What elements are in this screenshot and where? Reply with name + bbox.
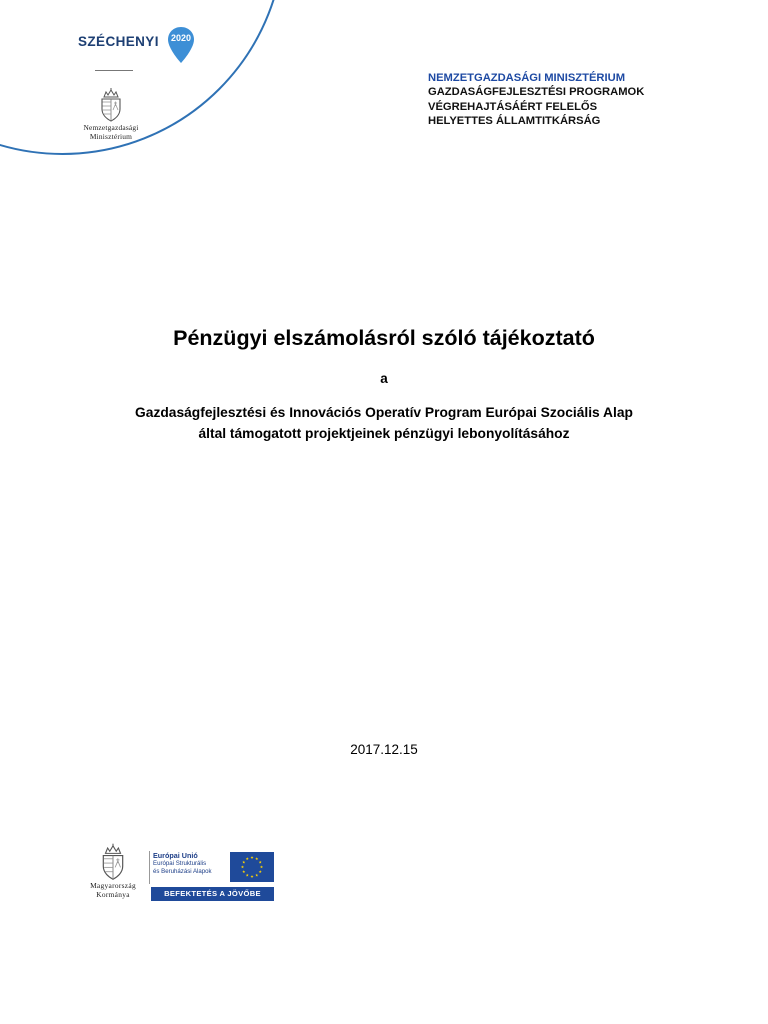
eu-funds-logo — [149, 849, 274, 902]
header-department-line1: GAZDASÁGFEJLESZTÉSI PROGRAMOK — [428, 86, 645, 99]
eu-logo-title: Európai Unió — [153, 851, 198, 860]
hungarian-crest-icon — [99, 843, 127, 881]
government-logo — [78, 843, 148, 899]
document-date: 2017.12.15 — [350, 742, 418, 757]
szechenyi-logo-name: SZÉCHENYI — [78, 34, 159, 49]
hungarian-crest-icon — [98, 88, 124, 122]
subtitle-line1: Gazdaságfejlesztési és Innovációs Operatív Program Európai Szociális Alap — [135, 405, 633, 420]
ministry-logo-line2: Minisztérium — [89, 132, 133, 141]
eu-flag-icon — [230, 852, 274, 882]
document-subtitle — [0, 402, 768, 444]
ministry-logo-line1: Nemzetgazdasági — [83, 123, 139, 132]
government-logo-line1: Magyarország — [90, 881, 136, 890]
government-logo-line2: Kormánya — [96, 890, 130, 899]
title-connector: a — [380, 371, 388, 386]
subtitle-line2: által támogatott projektjeinek pénzügyi lebonyolításához — [198, 426, 570, 441]
document-title: Pénzügyi elszámolásról szóló tájékoztató — [173, 326, 595, 350]
eu-logo-text — [149, 851, 227, 884]
header-department-line2: VÉGREHAJTÁSÁÉRT FELELŐS — [428, 100, 598, 113]
eu-logo-line1: Európai Strukturális — [153, 860, 207, 867]
header-ministry-name: NEMZETGAZDASÁGI MINISZTÉRIUM — [428, 72, 626, 84]
location-pin-icon — [167, 26, 195, 64]
szechenyi-2020-logo — [78, 26, 198, 66]
eu-logo-line2: és Beruházási Alapok — [153, 868, 212, 875]
logo-divider — [95, 70, 133, 71]
ministry-logo — [78, 88, 144, 141]
issuer-header — [428, 71, 644, 128]
szechenyi-logo-year: 2020 — [170, 33, 192, 43]
header-department-line3: HELYETTES ÁLLAMTITKÁRSÁG — [428, 114, 601, 127]
eu-logo-banner: BEFEKTETÉS A JÖVŐBE — [151, 887, 274, 901]
